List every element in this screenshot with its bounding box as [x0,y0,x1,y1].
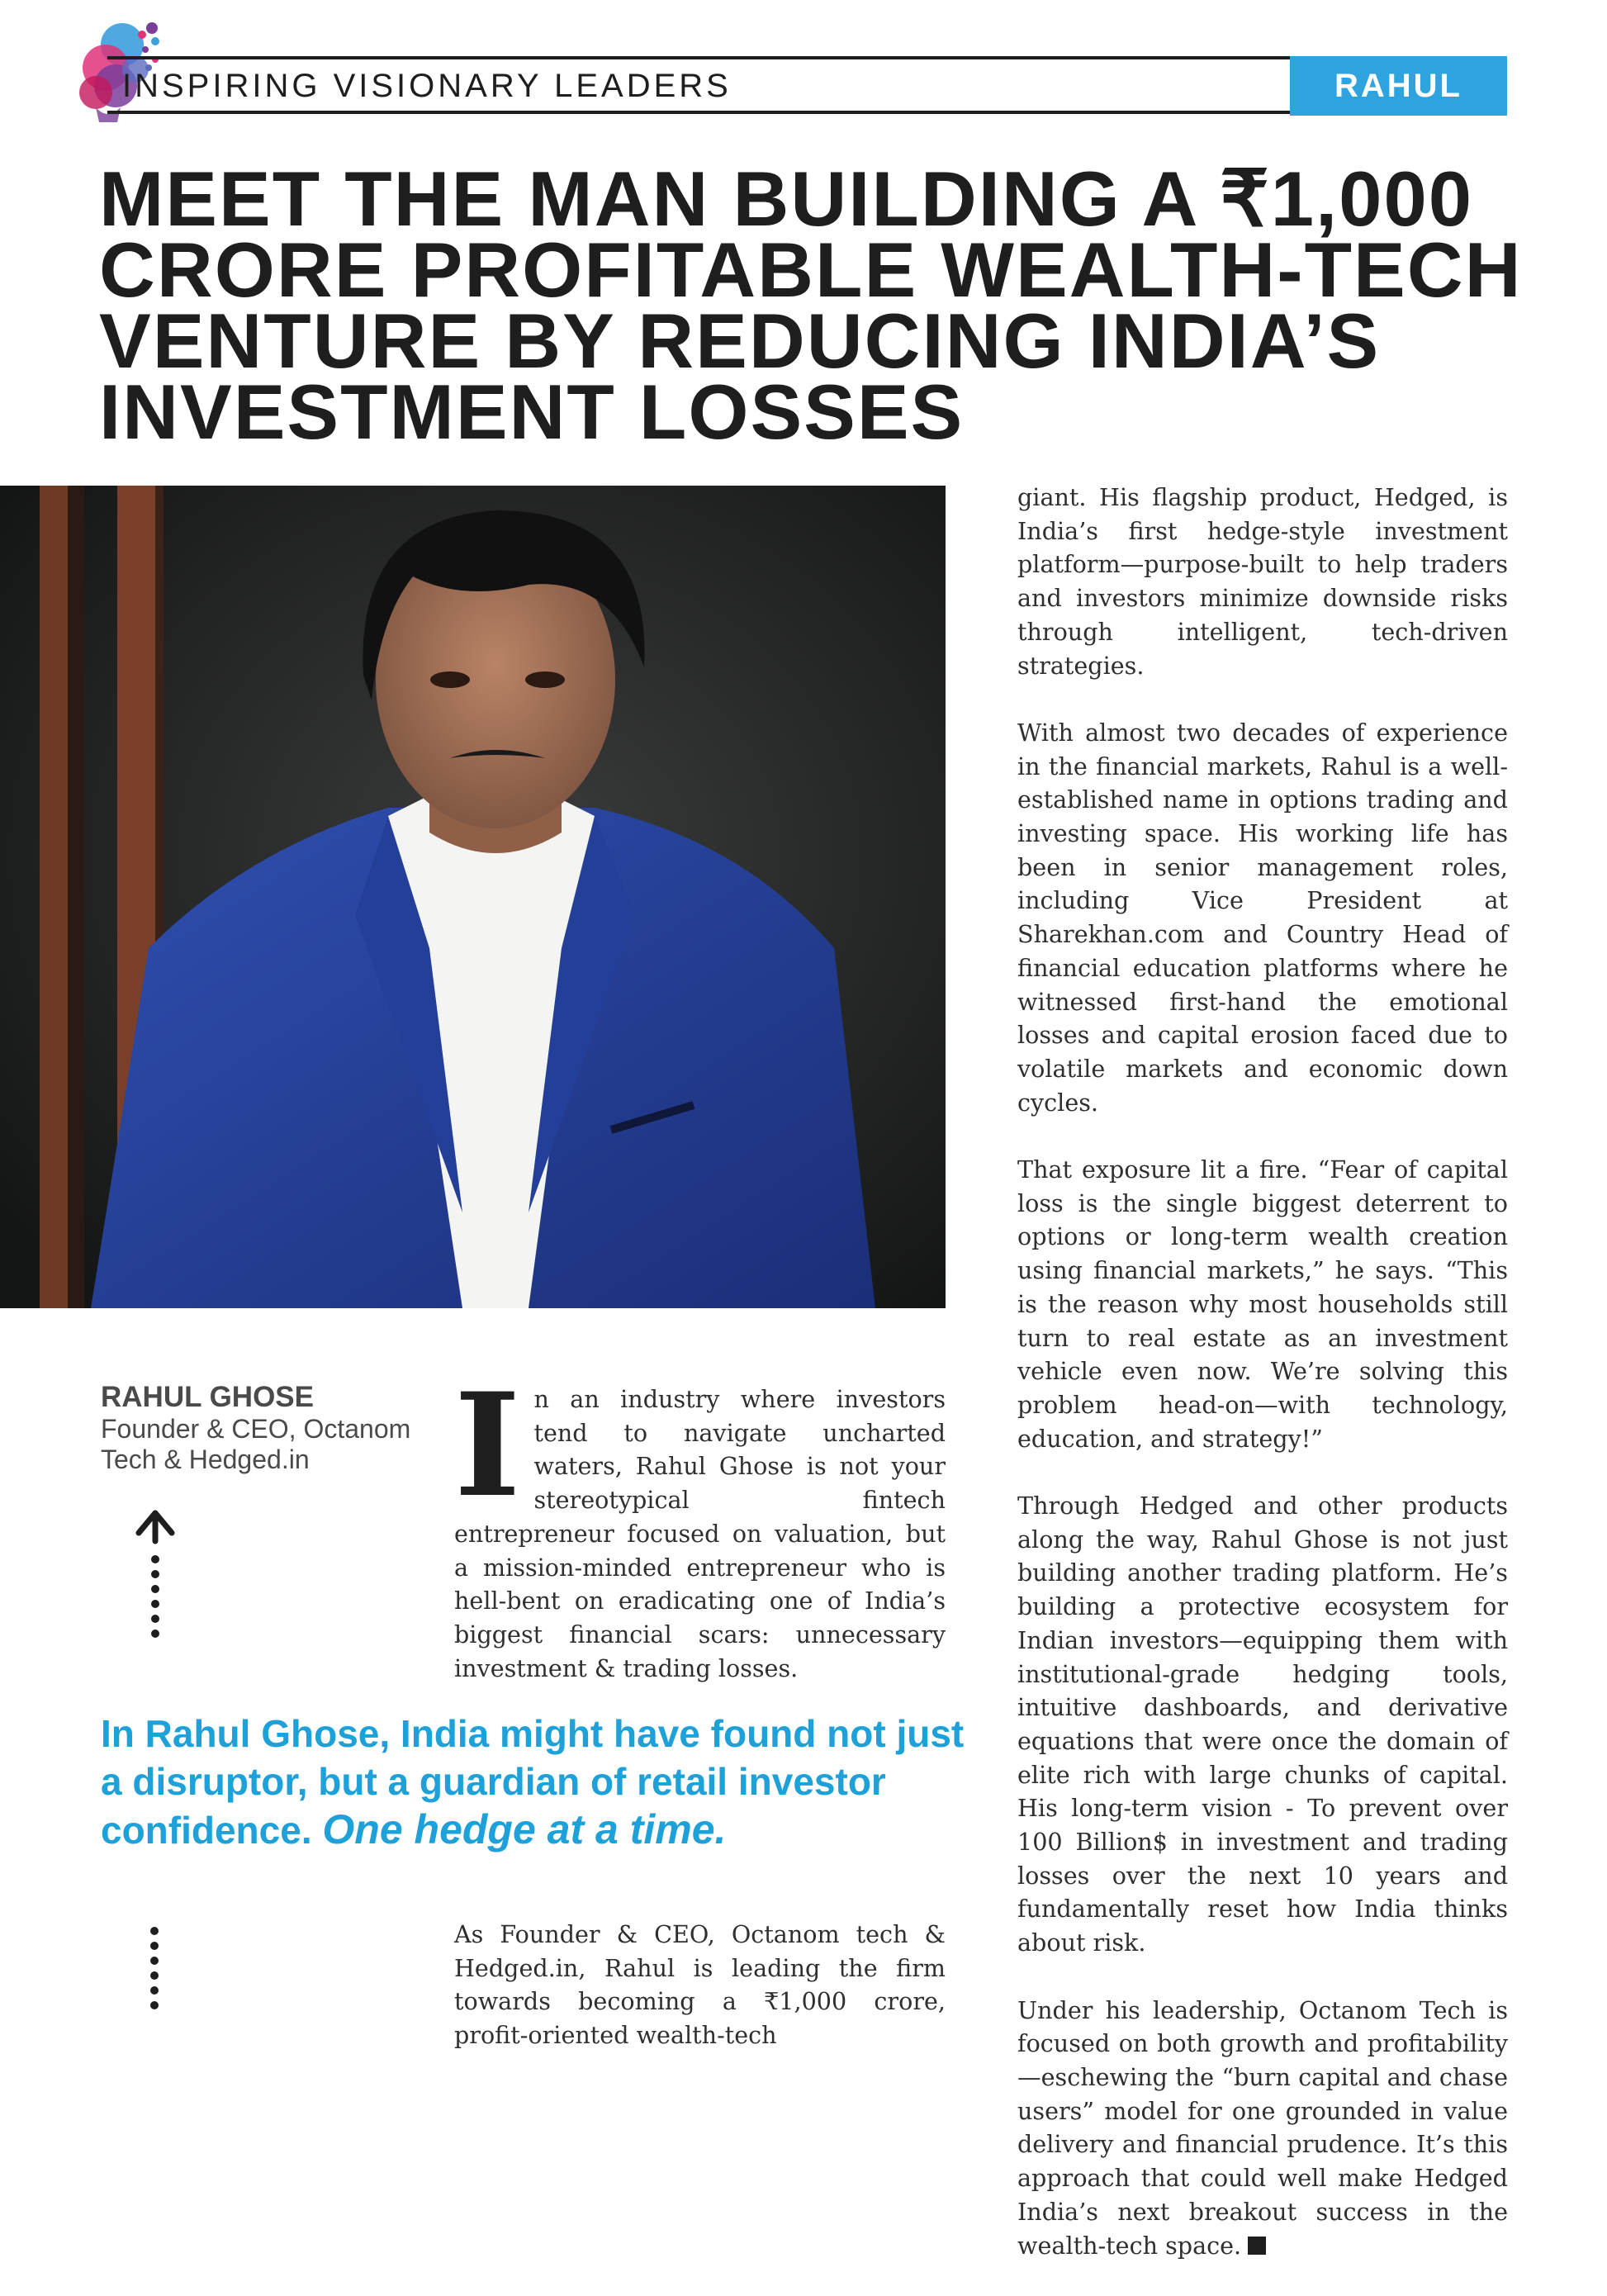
headline-line: VENTURE BY REDUCING INDIA’S [99,297,1381,384]
body-paragraph: That exposure lit a fire. “Fear of capital loss is the single biggest deterrent to options or long-term wealth creation using financial markets,” he says. “This is the reason why most households still turn to real estate as an investment vehicle even now. We’re solving this problem head-on—with technology, education, and strategy!” [1017,1155,1508,1453]
pull-quote [101,1710,976,1854]
body-paragraph: giant. His flagship product, Hedged, is India’s first hedge-style investment platform—purpose-built to help traders and investors minimize downside risks through intelligent, tech-driven strategies. [1017,483,1508,680]
caption-role: Founder & CEO, Octanom Tech & Hedged.in [101,1414,411,1474]
end-mark-icon [1248,2237,1266,2255]
lower-left-paragraph: As Founder & CEO, Octanom tech & Hedged.in, Rahul is leading the firm towards becoming a ₹1,000 crore, profit-oriented wealth-tech [454,1920,946,2050]
pull-quote-text: In Rahul Ghose, India might have found not just a disruptor, but a guardian of retail investor confidence. [101,1712,965,1852]
headline-line: CRORE PROFITABLE WEALTH-TECH [99,226,1523,313]
body-paragraph: With almost two decades of experience in the financial markets, Rahul is a well-established name in options trading and investing space. His working life has been in senior management roles, including Vice President at Sharekhan.com and Country Head of financial education platforms where he witnessed first-hand the emotional losses and capital erosion faced due to volatile markets and economic down cycles. [1017,718,1508,1117]
headline-line: MEET THE MAN BUILDING A ₹1,000 [99,155,1474,242]
body-paragraph-last [1017,1994,1508,2263]
right-column [1017,481,1508,2296]
headline-line: INVESTMENT LOSSES [99,368,965,455]
drop-cap: I [454,1361,521,1529]
section-label: INSPIRING VISIONARY LEADERS [122,68,732,104]
body-paragraph: Through Hedged and other products along the way, Rahul Ghose is not just building another trading platform. He’s building a protective ecosystem for Indian investors—equipping them with institutional-grade hedging tools, intuitive dashboards, and derivative equations that were once the domain of elite rich with large chunks of capital. His long-term vision - To prevent over 100 Billion$ in investment and trading losses over the next 10 years and fundamentally reset how India thinks about risk. [1017,1492,1508,1957]
pull-quote-emphasis: One hedge at a time. [322,1806,727,1852]
caption-name: RAHUL GHOSE [101,1381,314,1413]
name-tag: RAHUL GHOSE [1290,56,1507,116]
intro-text: n an industry where investors tend to navigate uncharted waters, Rahul Ghose is not your stereotypical fintech entrepreneur focused on valuation, but a mission-minded entrepreneur who is hell-bent on eradicating one of India’s biggest financial scars: unnecessary investment & trading losses. [454,1385,946,1682]
intro-paragraph [454,1361,946,1685]
headline [99,155,1523,455]
portrait-photo [0,486,946,1308]
up-arrow-icon [132,1508,178,1648]
dotted-line-icon [142,1923,167,2014]
last-paragraph-text: Under his leadership, Octanom Tech is focused on both growth and profitability—eschewing the “burn capital and chase users” model for one grounded in value delivery and financial prudence. It’s this approach that could well make Hedged India’s next breakout success in the wealth-tech space. [1017,1995,1508,2260]
